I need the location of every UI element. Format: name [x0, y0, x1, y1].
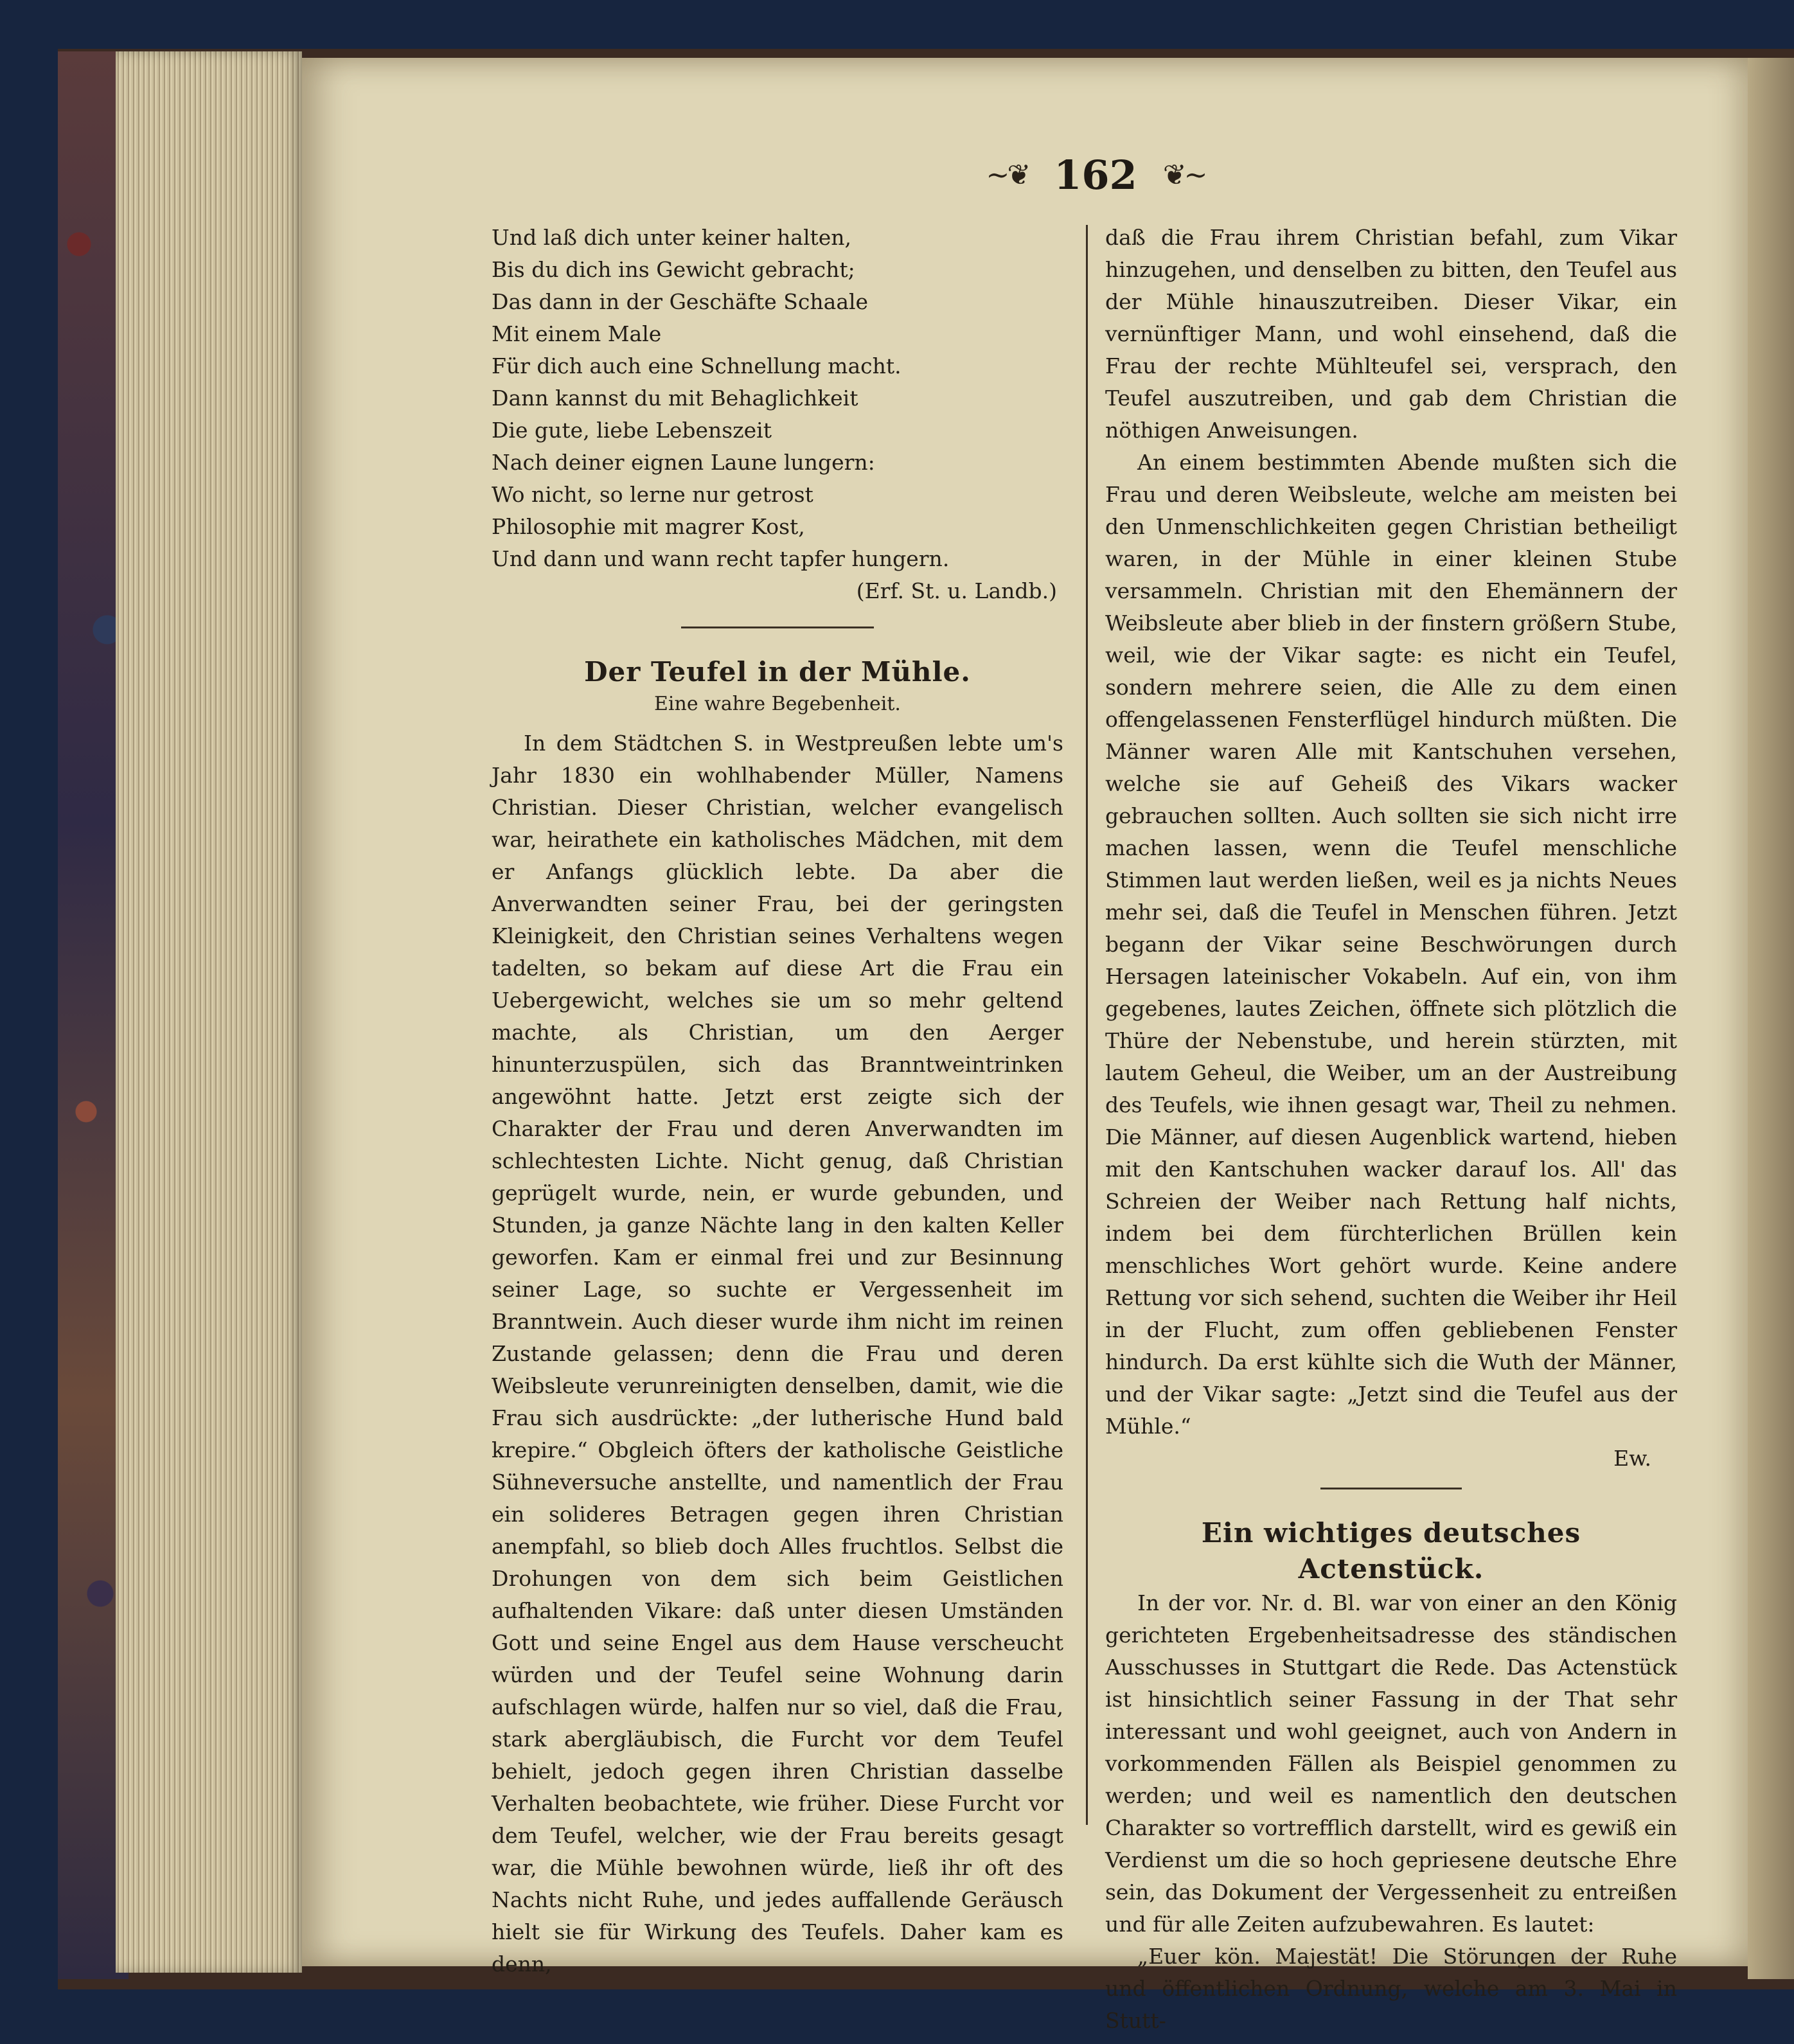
- page-stack: [116, 51, 302, 1973]
- poem-line: Wo nicht, so lerne nur getrost: [492, 482, 813, 507]
- poem-line: Philosophie mit magrer Kost,: [492, 514, 805, 539]
- article-title: Der Teufel in der Mühle.: [584, 656, 971, 688]
- second-article-paragraph: In der vor. Nr. d. Bl. war von einer an den König gerichteten Ergebenheitsadresse des ständischen Ausschusses in Stuttgart die Rede. Das Actenstück ist hinsichtlich seiner Fassung in der That sehr interessant und wohl geeignet, auch von Andern in vorkommenden Fällen als Beispiel genommen zu werden; und weil es namentlich den deutschen Charakter so vortrefflich darstellt, wird es gewiß ein Verdienst um die so hoch gepriesene deutsche Ehre sein, das Dokument der Vergessenheit zu entreißen und für alle Zeiten aufzubewahren. Es lautet:: [1105, 1590, 1677, 1937]
- poem-line: Bis du dich ins Gewicht gebracht;: [492, 257, 855, 282]
- poem-line: Das dann in der Geschäfte Schaale: [492, 289, 869, 314]
- poem-line: Mit einem Male: [492, 321, 662, 346]
- right-column: [1105, 222, 1677, 2037]
- poem-line: Und laß dich unter keiner halten,: [492, 225, 852, 250]
- section-rule: [681, 627, 874, 628]
- second-article-paragraph: „Euer kön. Majestät! Die Störungen der Ruhe und öffentlichen Ordnung, welche am 3. Mai in Stutt-: [1105, 1944, 1677, 2033]
- ornament-left-icon: ~❦: [986, 158, 1029, 191]
- poem-line: Dann kannst du mit Behaglichkeit: [492, 386, 858, 411]
- poem: [492, 222, 1063, 607]
- poem-source: (Erf. St. u. Landb.): [856, 578, 1057, 603]
- left-column: [492, 222, 1063, 1980]
- page-number: 162: [1054, 151, 1137, 199]
- article-signature: Ew.: [1613, 1446, 1651, 1471]
- poem-line: Die gute, liebe Lebenszeit: [492, 418, 772, 443]
- facing-page-edge: [1748, 58, 1794, 1979]
- page-header: [941, 149, 1250, 200]
- article-continuation: daß die Frau ihrem Christian befahl, zum Vikar hinzugehen, und denselben zu bitten, den Teufel aus der Mühle hinauszutreiben. Dieser Vikar, ein vernünftiger Mann, und wohl einsehend, daß die Frau der rechte Mühlteufel sei, versprach, den Teufel auszutreiben, und gab dem Christian die nöthigen Anweisungen.: [1105, 225, 1677, 443]
- article-paragraph: An einem bestimmten Abende mußten sich die Frau und deren Weibsleute, welche am meisten bei den Unmenschlichkeiten gegen Christian betheiligt waren, in der Mühle in einer kleinen Stube versammeln. Christian mit den Ehemännern der Weibsleute aber blieb in der finstern größern Stube, weil, wie der Vikar sagte: es nicht ein Teufel, sondern mehrere seien, die Alle zu dem einen offengelassenen Fensterflügel hindurch müßten. Die Männer waren Alle mit Kantschuhen versehen, welche sie auf Geheiß des Vikars wacker gebrauchen sollten. Auch sollten sie sich nicht irre machen lassen, wenn die Teufel menschliche Stimmen laut werden ließen, weil es ja nichts Neues mehr sei, daß die Teufel in Menschen führen. Jetzt begann der Vikar seine Beschwörungen durch Hersagen lateinischer Vokabeln. Auf ein, von ihm gegebenes, lautes Zeichen, öffnete sich plötzlich die Thüre der Nebenstube, und herein stürzten, mit lautem Geheul, die Weiber, um an der Austreibung des Teufels, wie ihnen gesagt war, Theil zu nehmen. Die Männer, auf diesen Augenblick wartend, hieben mit den Kantschuhen wacker darauf los. All' das Schreien der Weiber nach Rettung half nichts, indem bei dem fürchterlichen Brüllen kein menschliches Wort gehört wurde. Keine andere Rettung vor sich sehend, suchten die Weiber ihr Heil in der Flucht, zum offen gebliebenen Fenster hindurch. Da erst kühlte sich die Wuth der Männer, und der Vikar sagte: „Jetzt sind die Teufel aus der Mühle.“: [1105, 450, 1677, 1439]
- section-rule: [1320, 1488, 1462, 1489]
- column-divider: [1086, 225, 1088, 1825]
- article-subtitle: Eine wahre Begebenheit.: [654, 693, 901, 715]
- poem-line: Und dann und wann recht tapfer hungern.: [492, 546, 950, 571]
- ornament-right-icon: ❦~: [1162, 158, 1205, 191]
- article-paragraph: In dem Städtchen S. in Westpreußen lebte um's Jahr 1830 ein wohlhabender Müller, Namens Christian. Dieser Christian, welcher evangelisch war, heirathete ein katholisches Mädchen, mit dem er Anfangs glücklich lebte. Da aber die Anverwandten seiner Frau, bei der geringsten Kleinigkeit, den Christian seines Verhaltens wegen tadelten, so bekam auf diese Art die Frau ein Uebergewicht, welches sie um so mehr geltend machte, als Christian, um den Aerger hinunterzuspülen, sich das Branntweintrinken angewöhnt hatte. Jetzt erst zeigte sich der Charakter der Frau und deren Anverwandten im schlechtesten Lichte. Nicht genug, daß Christian geprügelt wurde, nein, er wurde gebunden, und Stunden, ja ganze Nächte lang in den kalten Keller geworfen. Kam er einmal frei und zur Besinnung seiner Lage, so suchte er Vergessenheit im Branntwein. Auch dieser wurde ihm nicht im reinen Zustande gelassen; denn die Frau und deren Weibsleute verunreinigten denselben, damit, wie die Frau sich ausdrückte: „der lutherische Hund bald krepire.“ Obgleich öfters der katholische Geistliche Sühneversuche anstellte, und namentlich der Frau ein solideres Betragen gegen ihren Christian anempfahl, so blieb doch Alles fruchtlos. Selbst die Drohungen von dem sich beim Geistlichen aufhaltenden Vikare: daß unter diesen Umständen Gott und seine Engel aus dem Hause verscheucht würden und der Teufel seine Wohnung darin aufschlagen würde, halfen nur so viel, daß die Frau, stark abergläubisch, die Furcht vor dem Teufel behielt, jedoch gegen ihren Christian dasselbe Verhalten beobachtete, wie früher. Diese Furcht vor dem Teufel, welcher, wie der Frau bereits gesagt war, die Mühle bewohnen würde, ließ ihr oft des Nachts nicht Ruhe, und jedes auffallende Geräusch hielt sie für Wirkung des Teufels. Daher kam es denn,: [492, 731, 1063, 1977]
- poem-line: Für dich auch eine Schnellung macht.: [492, 353, 901, 378]
- second-article-title: Ein wichtiges deutsches Actenstück.: [1201, 1517, 1581, 1585]
- poem-line: Nach deiner eignen Laune lungern:: [492, 450, 875, 475]
